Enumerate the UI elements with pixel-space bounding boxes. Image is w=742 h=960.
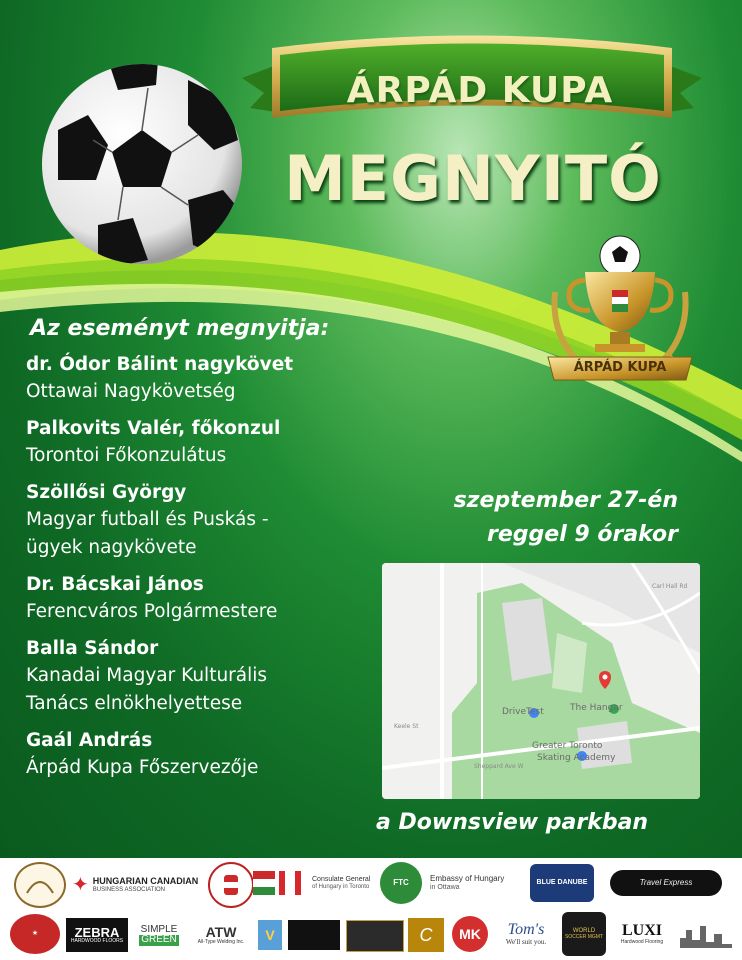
sponsor-strip	[0, 858, 742, 960]
sponsor-logo-zebra	[66, 918, 128, 952]
restaurant-logo-icon: ★	[10, 914, 60, 954]
sponsor-logo-simplegreen	[134, 918, 184, 952]
event-date	[388, 484, 678, 552]
soccer-ball-icon	[38, 60, 246, 268]
skyline-logo-icon	[678, 920, 734, 950]
sponsor-text: ZEBRA	[74, 924, 120, 940]
speaker-name: Gaál András	[26, 730, 153, 751]
dark-logo-icon	[288, 920, 340, 950]
sponsor-subtext: GREEN	[141, 934, 177, 945]
speaker-item	[26, 728, 386, 782]
ribbon-title: ÁRPÁD KUPA	[346, 70, 614, 111]
speaker-item	[26, 636, 386, 718]
sponsor-emblem-icon	[25, 875, 55, 895]
speaker-list	[26, 352, 386, 792]
speaker-name: Szöllősi György	[26, 482, 187, 503]
speaker-role: Torontoi Főkonzulátus	[26, 445, 227, 466]
sponsor-subtext: BUSINESS ASSOCIATION	[92, 886, 166, 893]
speaker-role: Tanács elnökhelyettese	[26, 693, 243, 714]
intro-heading: Az eseményt megnyitja:	[30, 316, 330, 341]
speaker-item	[26, 480, 386, 562]
sponsor-logo-travel: Travel Express	[610, 870, 722, 896]
sponsor-subtext: All-Type Welding Inc.	[197, 938, 245, 945]
speaker-role: Kanadai Magyar Kulturális	[26, 665, 268, 686]
sponsor-text: WORLD	[572, 928, 596, 935]
speaker-name: Dr. Bácskai János	[26, 574, 204, 595]
location-map[interactable]	[382, 563, 700, 799]
time-line: reggel 9 órakor	[487, 522, 678, 547]
sponsor-subtext: of Hungary in Toronto	[312, 883, 370, 890]
sponsor-logo-mk: MK	[452, 916, 488, 952]
sponsor-subtext: SOCCER MGMT	[564, 933, 604, 940]
speaker-item	[26, 416, 386, 470]
maple-leaf-icon: ✦	[72, 873, 89, 896]
sponsor-logo-toms	[496, 914, 556, 954]
speaker-name: Balla Sándor	[26, 638, 159, 659]
map-label-hangar: The Hangar	[570, 703, 623, 713]
sponsor-logo-bluedanube: BLUE DANUBE	[530, 864, 594, 902]
speaker-role: Magyar futball és Puskás -	[26, 509, 269, 530]
sponsor-text: LUXI	[621, 921, 662, 939]
sponsor-logo-consulate	[312, 866, 372, 900]
date-line: szeptember 27-én	[453, 488, 678, 513]
sponsor-seal-icon	[208, 862, 254, 908]
sponsor-subtext: in Ottawa	[430, 883, 460, 891]
flags-logo-icon	[252, 866, 302, 900]
sponsor-subtext: HARDWOOD FLOORS	[70, 938, 124, 945]
sponsor-logo-luxi	[612, 916, 672, 952]
speaker-role: Ferencváros Polgármestere	[26, 601, 278, 622]
map-graphic	[382, 563, 700, 799]
sponsor-subtext: We'll suit you.	[505, 937, 547, 946]
sponsor-logo	[14, 862, 66, 908]
sponsor-text: ATW	[205, 924, 237, 941]
map-label-drivetest: DriveTest	[502, 707, 544, 717]
page-title: MEGNYITÓ	[284, 142, 662, 215]
map-label-academy-2: Skating Academy	[537, 753, 616, 763]
speaker-name: dr. Ódor Bálint nagykövet	[26, 354, 294, 375]
speaker-role: Ottawai Nagykövetség	[26, 381, 236, 402]
map-street-label: Sheppard Ave W	[474, 763, 524, 770]
speaker-role: ügyek nagykövete	[26, 537, 197, 558]
map-street-label: Keele St	[394, 723, 419, 730]
gold-logo-icon	[346, 920, 404, 952]
sponsor-text: SIMPLE	[140, 923, 178, 935]
sponsor-text: Consulate General	[312, 876, 371, 884]
ferencvaros-logo-icon: FTC	[380, 862, 422, 904]
speaker-item	[26, 352, 386, 406]
trophy-label: ÁRPÁD KUPA	[573, 360, 667, 375]
map-label-academy: Greater Toronto	[532, 741, 603, 751]
sponsor-logo-worldsoccer	[562, 912, 606, 956]
sponsor-text: Tom's	[507, 920, 545, 938]
c-logo-icon: C	[408, 918, 444, 952]
event-venue: a Downsview parkban	[376, 810, 649, 835]
sponsor-text: Embassy of Hungary	[430, 874, 505, 884]
sponsor-text: HUNGARIAN CANADIAN	[92, 876, 199, 887]
sponsor-logo-embassy	[430, 866, 518, 900]
speaker-name: Palkovits Valér, főkonzul	[26, 418, 281, 439]
v-logo-icon: V	[258, 920, 282, 950]
sponsor-logo-hcba	[72, 870, 202, 900]
map-street-label: Carl Hall Rd	[652, 583, 688, 590]
sponsor-subtext: Hardwood Flooring	[620, 938, 664, 945]
sponsor-logo-atw	[188, 918, 254, 952]
speaker-item	[26, 572, 386, 626]
speaker-role: Árpád Kupa Főszervezője	[26, 757, 259, 778]
